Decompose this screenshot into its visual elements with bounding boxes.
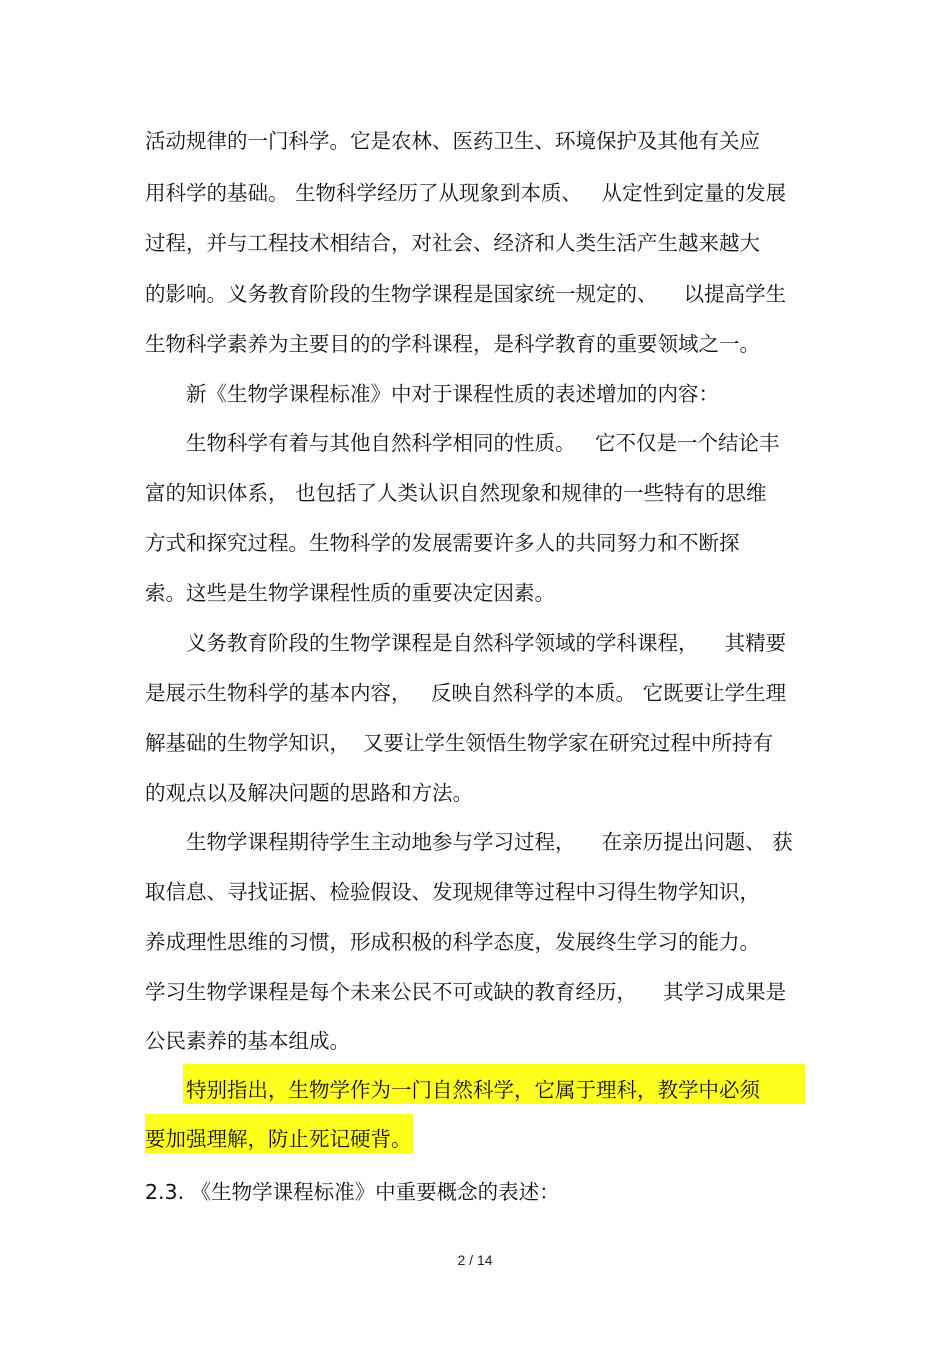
highlighted-paragraph-line-2: 要加强理解，防止死记硬背。 xyxy=(145,1127,412,1151)
paragraph-3-line-3: 方式和探究过程。生物科学的发展需要许多人的共同努力和不断探 xyxy=(145,531,740,555)
paragraph-4-line-4: 的观点以及解决问题的思路和方法。 xyxy=(145,781,473,805)
paragraph-4-line-3: 解基础的生物学知识， 又要让学生领悟生物学家在研究过程中所持有 xyxy=(145,731,774,755)
paragraph-1-line-5: 生物科学素养为主要目的的学科课程，是科学教育的重要领域之一。 xyxy=(145,332,760,356)
paragraph-1-line-3: 过程，并与工程技术相结合，对社会、经济和人类生活产生越来越大 xyxy=(145,231,760,255)
page-number: 2 / 14 xyxy=(457,1252,493,1268)
paragraph-5-line-3: 养成理性思维的习惯，形成积极的科学态度，发展终生学习的能力。 xyxy=(145,930,760,954)
highlighted-paragraph-line-1: 特别指出，生物学作为一门自然科学，它属于理科，教学中必须 xyxy=(186,1078,760,1102)
paragraph-3-line-4: 索。这些是生物学课程性质的重要决定因素。 xyxy=(145,581,555,605)
paragraph-3-line-2: 富的知识体系， 也包括了人类认识自然现象和规律的一些特有的思维 xyxy=(145,481,767,505)
paragraph-2-line-1: 新《生物学课程标准》中对于课程性质的表述增加的内容： xyxy=(186,382,719,406)
paragraph-1-line-4: 的影响。义务教育阶段的生物学课程是国家统一规定的、 以提高学生 xyxy=(145,282,787,306)
paragraph-5-line-2: 取信息、寻找证据、检验假设、发现规律等过程中习得生物学知识， xyxy=(145,880,760,904)
paragraph-5-line-1: 生物学课程期待学生主动地参与学习过程， 在亲历提出问题、 获 xyxy=(186,830,793,854)
section-heading: 2.3. 《生物学课程标准》中重要概念的表述： xyxy=(145,1180,560,1204)
paragraph-1-line-1: 活动规律的一门科学。它是农林、医药卫生、环境保护及其他有关应 xyxy=(145,129,760,153)
paragraph-4-line-2: 是展示生物科学的基本内容， 反映自然科学的本质。 它既要让学生理 xyxy=(145,681,787,705)
paragraph-5-line-5: 公民素养的基本组成。 xyxy=(145,1029,350,1053)
paragraph-5-line-4: 学习生物学课程是每个未来公民不可或缺的教育经历， 其学习成果是 xyxy=(145,980,787,1004)
paragraph-1-line-2: 用科学的基础。 生物科学经历了从现象到本质、 从定性到定量的发展 xyxy=(145,181,787,205)
paragraph-4-line-1: 义务教育阶段的生物学课程是自然科学领域的学科课程， 其精要 xyxy=(186,631,787,655)
paragraph-3-line-1: 生物科学有着与其他自然科学相同的性质。 它不仅是一个结论丰 xyxy=(186,431,780,455)
